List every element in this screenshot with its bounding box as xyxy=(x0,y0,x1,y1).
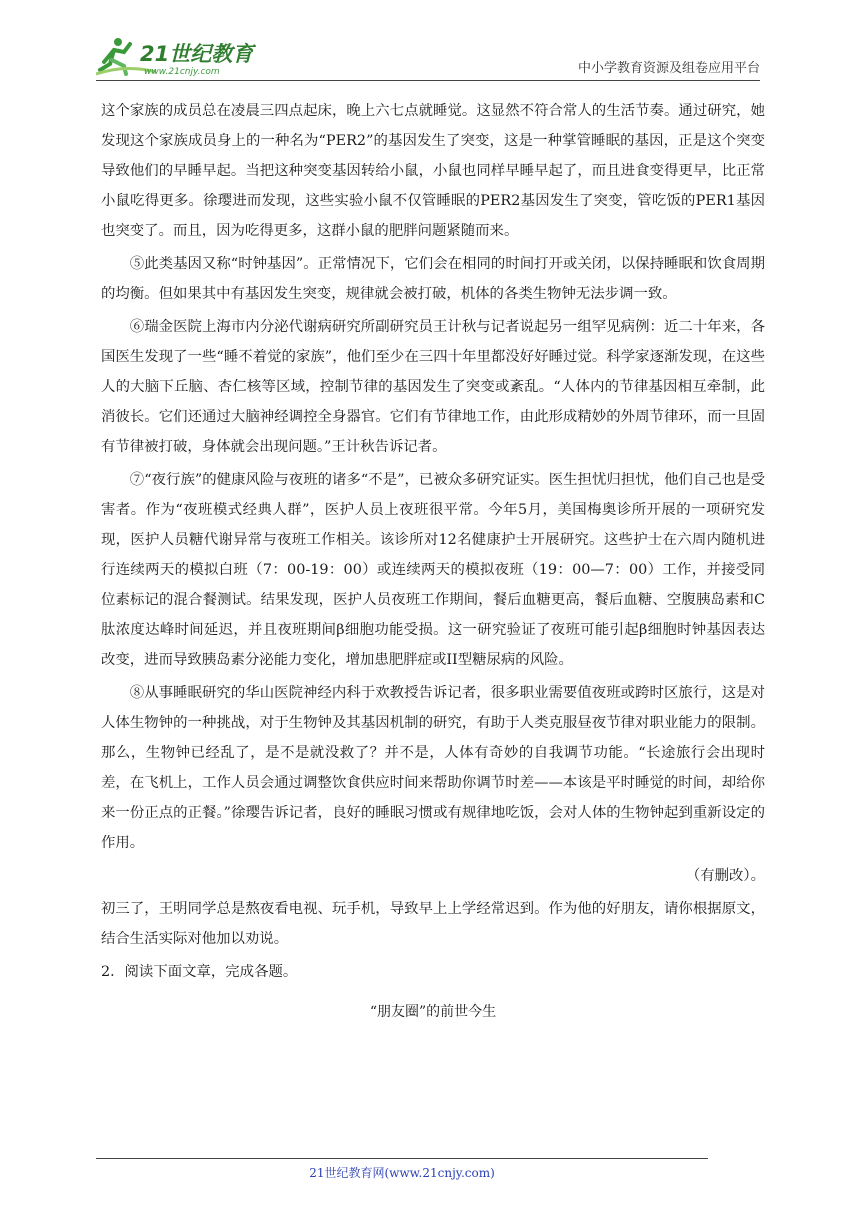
platform-name: 中小学教育资源及组卷应用平台 xyxy=(577,61,760,76)
next-question-heading: 2．阅读下面文章，完成各题。 xyxy=(101,964,298,980)
question-prompt: 初三了，王明同学总是熬夜看电视、玩手机，导致早上上学经常迟到。作为他的好朋友，请你根据原文，结合生活实际对他加以劝说。 xyxy=(101,901,765,947)
paragraph-8: ⑧从事睡眠研究的华山医院神经内科于欢教授告诉记者，很多职业需要值夜班或跨时区旅行，这是对人体生物钟的一种挑战，对于生物钟及其基因机制的研究，有助于人类克服昼夜节律对职业能力的限制。那么，生物钟已经乱了，是不是就没救了？并不是，人体有奇妙的自我调节功能。“长途旅行会出现时差，在飞机上，工作人员会通过调整饮食供应时间来帮助你调节时差——本该是平时睡觉的时间，却给你来一份正点的正餐。”徐璎告诉记者，良好的睡眠习惯或有规律地吃饭，会对人体的生物钟起到重新设定的作用。 xyxy=(101,685,765,851)
document-body xyxy=(101,96,765,1027)
source-note: （有删改）。 xyxy=(685,868,765,884)
page-header xyxy=(96,34,760,80)
paragraph-7: ⑦“夜行族”的健康风险与夜班的诸多“不是”，已被众多研究证实。医生担忧归担忧，他们自己也是受害者。作为“夜班模式经典人群”，医护人员上夜班很平常。今年5月，美国梅奥诊所开展的一项研究发现，医护人员糖代谢异常与夜班工作相关。该诊所对12名健康护士开展研究。这些护士在六周内随机进行连续两天的模拟白班（7：00-19：00）或连续两天的模拟夜班（19：00—7：00）工作，并接受同位素标记的混合餐测试。结果发现，医护人员夜班工作期间，餐后血糖更高，餐后血糖、空腹胰岛素和C肽浓度达峰时间延迟，并且夜班期间β细胞功能受损。这一研究验证了夜班可能引起β细胞时钟基因表达改变，进而导致胰岛素分泌能力变化，增加患肥胖症或II型糖尿病的风险。 xyxy=(101,472,765,668)
paragraph-6: ⑥瑞金医院上海市内分泌代谢病研究所副研究员王计秋与记者说起另一组罕见病例：近二十年来，各国医生发现了一些“睡不着觉的家族”，他们至少在三四十年里都没好好睡过觉。科学家逐渐发现，在这些人的大脑下丘脑、杏仁核等区域，控制节律的基因发生了突变或紊乱。“人体内的节律基因相互牵制，此消彼长。它们还通过大脑神经调控全身器官。它们有节律地工作，由此形成精妙的外周节律环，而一旦固有节律被打破，身体就会出现问题。”王计秋告诉记者。 xyxy=(101,319,765,455)
article-title: “朋友圈”的前世今生 xyxy=(369,1004,497,1020)
site-logo xyxy=(96,34,266,78)
footer-divider xyxy=(96,1158,708,1159)
logo-text: 21世纪教育 xyxy=(140,42,254,66)
paragraph-continued: 这个家族的成员总在凌晨三四点起床，晚上六七点就睡觉。这显然不符合常人的生活节奏。通过研究，她发现这个家族成员身上的一种名为“PER2”的基因发生了突变，这是一种掌管睡眠的基因，正是这个突变导致他们的早睡早起。当把这种突变基因转给小鼠，小鼠也同样早睡早起了，而且进食变得更早，比正常小鼠吃得更多。徐璎进而发现，这些实验小鼠不仅管睡眠的PER2基因发生了突变，管吃饭的PER1基因也突变了。而且，因为吃得更多，这群小鼠的肥胖问题紧随而来。 xyxy=(101,103,765,239)
logo-url: www.21cnjy.com xyxy=(144,67,220,77)
header-divider xyxy=(96,80,760,81)
page-footer: 21世纪教育网(www.21cnjy.com) xyxy=(309,1166,495,1180)
paragraph-5: ⑤此类基因又称“时钟基因”。正常情况下，它们会在相同的时间打开或关闭，以保持睡眠和饮食周期的均衡。但如果其中有基因发生突变，规律就会被打破，机体的各类生物钟无法步调一致。 xyxy=(101,256,765,302)
